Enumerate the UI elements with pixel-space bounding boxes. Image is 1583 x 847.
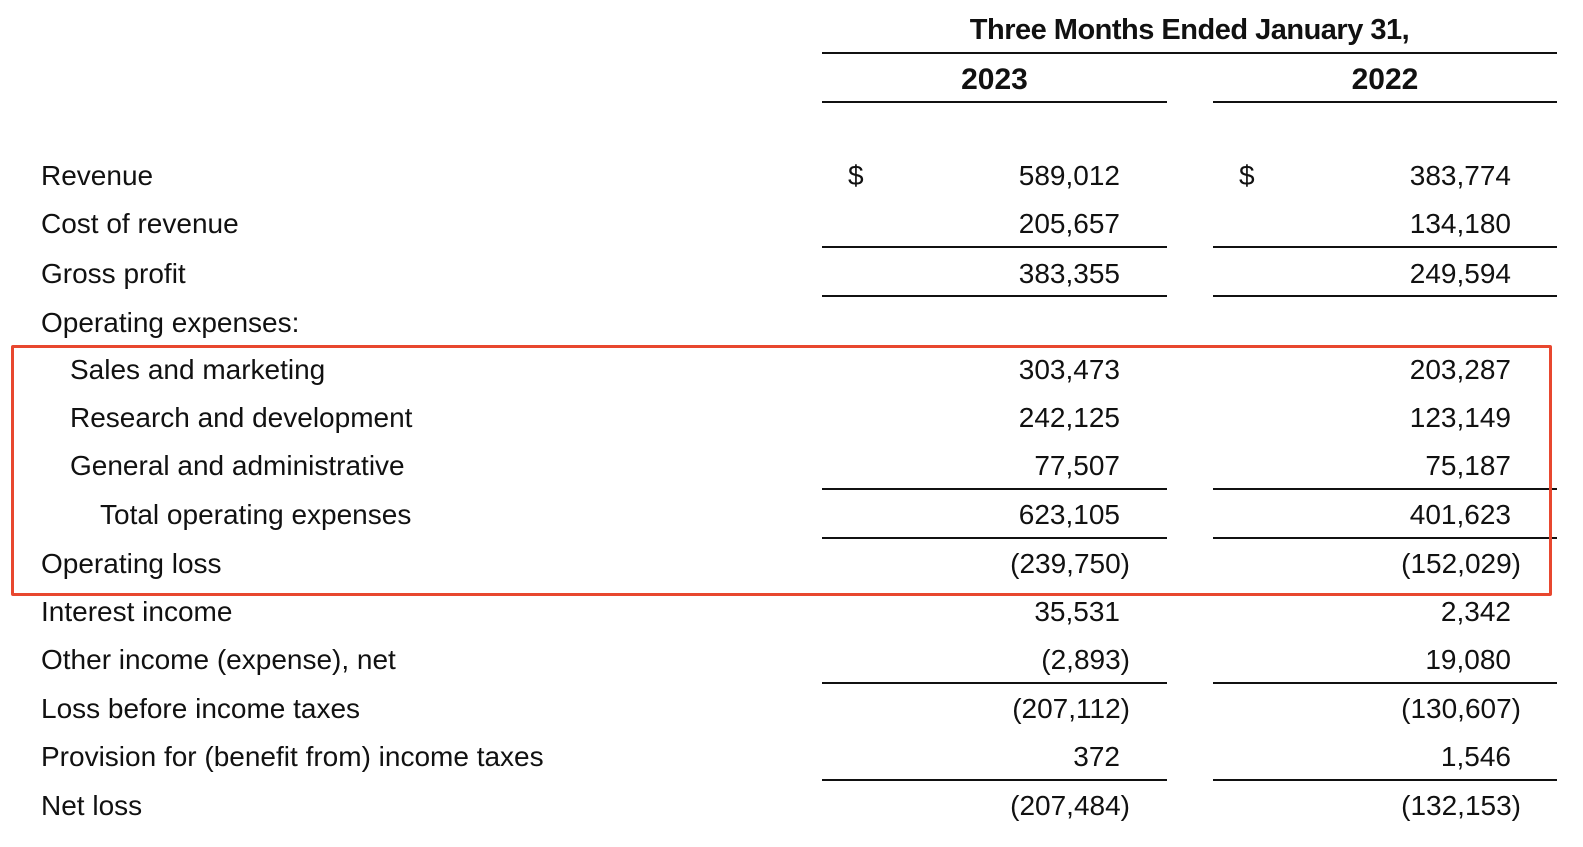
value-2023: 383,355	[1018, 258, 1120, 289]
row-label: Operating expenses:	[41, 307, 300, 338]
value-2023: (207,484)	[1010, 790, 1130, 821]
year-header-2022: 2022	[1351, 63, 1419, 96]
table-row-other-income-expense-net	[0, 640, 1583, 680]
value-2022: 401,623	[1409, 499, 1511, 530]
subtotal-rule	[822, 295, 1167, 297]
value-2022: 383,774	[1409, 160, 1511, 191]
subtotal-rule	[1213, 246, 1557, 248]
value-2023: (2,893)	[1041, 644, 1130, 675]
row-label: Cost of revenue	[41, 208, 239, 239]
subtotal-rule	[1213, 779, 1557, 781]
row-label: Operating loss	[41, 548, 222, 579]
row-label: Net loss	[41, 790, 143, 821]
period-header: Three Months Ended January 31,	[969, 14, 1410, 46]
value-2022: 249,594	[1409, 258, 1511, 289]
year-header-2023: 2023	[961, 63, 1028, 96]
value-2023: (239,750)	[1010, 548, 1130, 579]
row-label: Sales and marketing	[70, 354, 326, 385]
value-2023: (207,112)	[1012, 693, 1130, 724]
row-label: Loss before income taxes	[41, 693, 361, 724]
row-label: Other income (expense), net	[41, 644, 396, 675]
value-2022: 1,546	[1440, 741, 1511, 772]
subtotal-rule	[822, 246, 1167, 248]
row-label: Provision for (benefit from) income taxes	[41, 741, 544, 772]
value-2023: 77,507	[1034, 450, 1120, 481]
subtotal-rule	[822, 779, 1167, 781]
value-2022: 19,080	[1425, 644, 1511, 675]
year-rule-2022	[1213, 101, 1557, 103]
table-row-loss-before-income-taxes	[0, 689, 1583, 729]
currency-symbol-2022: $	[1239, 160, 1255, 191]
value-2023: 242,125	[1018, 402, 1120, 433]
highlight-box	[11, 345, 1552, 596]
value-2022: (130,607)	[1401, 693, 1521, 724]
table-row-gross-profit	[0, 254, 1583, 294]
table-row-net-loss	[0, 786, 1583, 826]
value-2022: (152,029)	[1401, 548, 1521, 579]
row-label: Interest income	[41, 596, 233, 627]
row-label: Revenue	[41, 160, 154, 191]
table-row-cost-of-revenue	[0, 204, 1583, 244]
value-2023: 372	[1073, 741, 1120, 772]
row-label: Research and development	[70, 402, 413, 433]
value-2022: 134,180	[1409, 208, 1511, 239]
subtotal-rule	[1213, 295, 1557, 297]
table-row-revenue	[0, 156, 1583, 196]
period-header-rule	[822, 52, 1557, 54]
year-rule-2023	[822, 101, 1167, 103]
value-2022: 75,187	[1425, 450, 1511, 481]
row-label: Gross profit	[41, 258, 186, 289]
value-2022: (132,153)	[1401, 790, 1521, 821]
table-row-operating-expenses-header	[0, 303, 1583, 343]
subtotal-rule	[1213, 682, 1557, 684]
row-label: General and administrative	[70, 450, 405, 481]
value-2023: 303,473	[1018, 354, 1120, 385]
value-2022: 123,149	[1409, 402, 1511, 433]
value-2022: 203,287	[1409, 354, 1511, 385]
currency-symbol-2023: $	[848, 160, 864, 191]
subtotal-rule	[822, 682, 1167, 684]
value-2023: 35,531	[1034, 596, 1120, 627]
row-label: Total operating expenses	[100, 499, 412, 530]
table-row-provision-for-income-taxes	[0, 737, 1583, 777]
value-2023: 589,012	[1018, 160, 1120, 191]
value-2022: 2,342	[1440, 596, 1511, 627]
table-row-interest-income	[0, 592, 1583, 632]
value-2023: 205,657	[1018, 208, 1120, 239]
value-2023: 623,105	[1018, 499, 1120, 530]
